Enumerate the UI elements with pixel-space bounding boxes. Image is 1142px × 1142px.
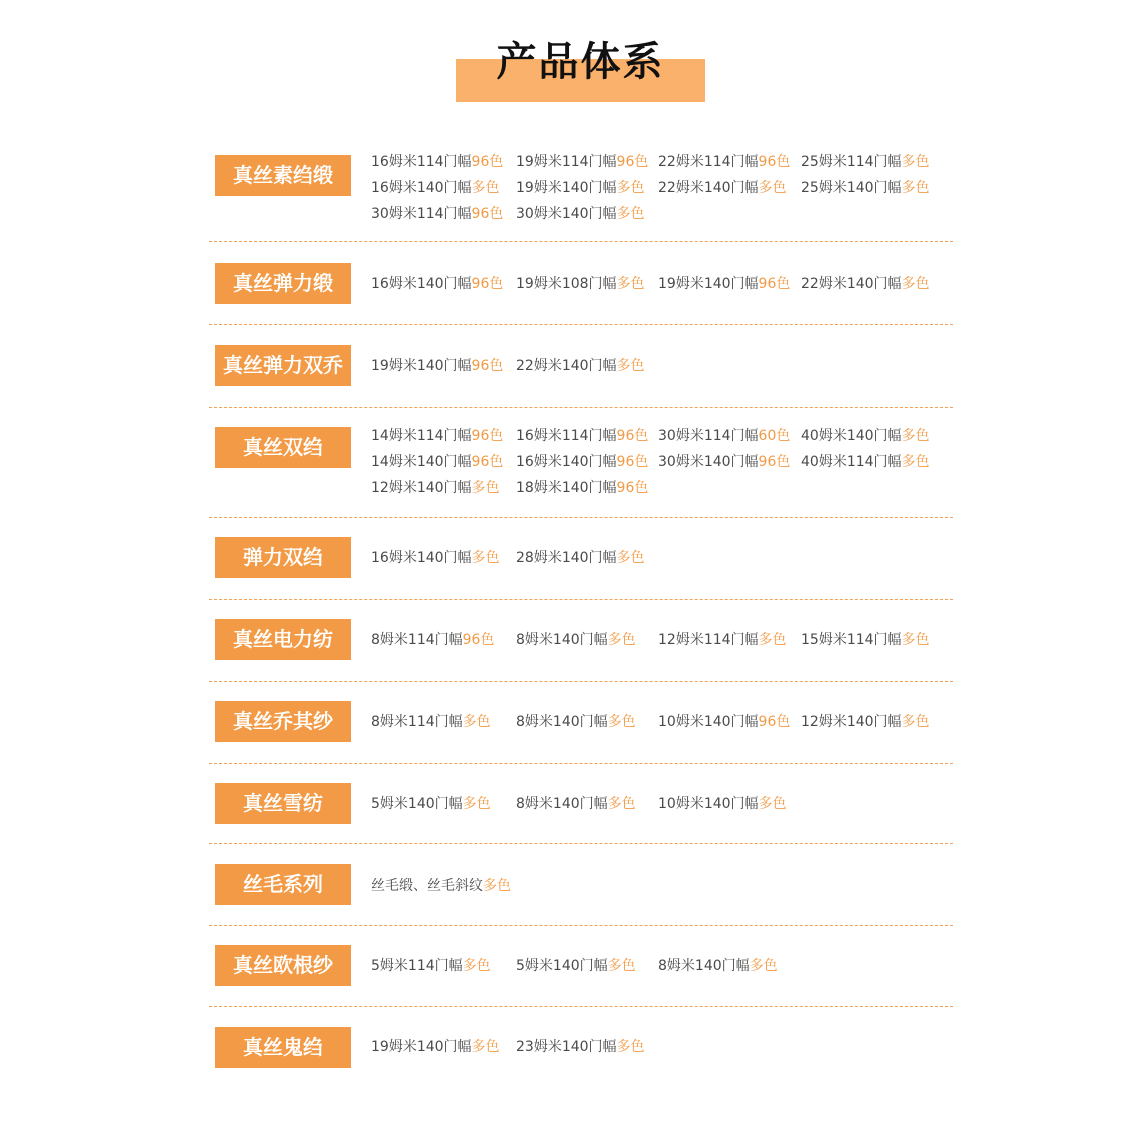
color-count: 多色 (607, 632, 636, 648)
category-tag: 弹力双绉 (215, 537, 351, 578)
product-item (658, 178, 787, 198)
category-tag: 真丝电力纺 (215, 619, 351, 660)
product-spec: 8姆米140门幅 (516, 796, 608, 812)
product-item (516, 1037, 645, 1057)
product-spec: 30姆米140门幅 (658, 454, 759, 470)
color-count: 96色 (616, 480, 649, 496)
product-item (801, 426, 930, 446)
product-spec: 5姆米140门幅 (516, 958, 608, 974)
product-spec: 8姆米140门幅 (658, 958, 750, 974)
product-spec: 12姆米140门幅 (801, 714, 902, 730)
product-spec: 23姆米140门幅 (516, 1039, 617, 1055)
color-count: 多色 (462, 714, 491, 730)
product-item (371, 548, 500, 568)
row-divider (209, 843, 953, 844)
product-item (801, 152, 930, 172)
color-count: 60色 (758, 428, 791, 444)
color-count: 多色 (749, 958, 778, 974)
category-tag: 真丝雪纺 (215, 783, 351, 824)
row-divider (209, 324, 953, 325)
color-count: 多色 (607, 958, 636, 974)
product-spec: 丝毛缎、丝毛斜纹 (371, 878, 483, 894)
product-spec: 10姆米140门幅 (658, 714, 759, 730)
product-spec: 8姆米114门幅 (371, 632, 463, 648)
product-spec: 8姆米140门幅 (516, 714, 608, 730)
color-count: 多色 (462, 796, 491, 812)
color-count: 多色 (607, 796, 636, 812)
product-item (658, 274, 790, 294)
color-count: 多色 (616, 1039, 645, 1055)
page-title: 产品体系 (496, 39, 665, 85)
product-spec: 22姆米140门幅 (801, 276, 902, 292)
color-count: 96色 (758, 454, 791, 470)
product-spec: 16姆米140门幅 (371, 276, 472, 292)
product-spec: 16姆米114门幅 (371, 154, 472, 170)
product-item (371, 876, 511, 896)
product-spec: 30姆米114门幅 (658, 428, 759, 444)
product-spec: 16姆米114门幅 (516, 428, 617, 444)
color-count: 多色 (758, 180, 787, 196)
color-count: 多色 (758, 632, 787, 648)
color-count: 96色 (471, 206, 504, 222)
product-spec: 10姆米140门幅 (658, 796, 759, 812)
product-item (371, 956, 491, 976)
product-item (371, 630, 494, 650)
product-item (658, 630, 787, 650)
product-item (516, 178, 645, 198)
product-spec: 28姆米140门幅 (516, 550, 617, 566)
product-spec: 16姆米140门幅 (516, 454, 617, 470)
color-count: 96色 (471, 276, 504, 292)
product-spec: 30姆米140门幅 (516, 206, 617, 222)
product-spec: 25姆米140门幅 (801, 180, 902, 196)
product-spec: 8姆米140门幅 (516, 632, 608, 648)
color-count: 96色 (616, 428, 649, 444)
product-spec: 40姆米140门幅 (801, 428, 902, 444)
row-divider (209, 763, 953, 764)
product-item (371, 204, 503, 224)
product-spec: 22姆米114门幅 (658, 154, 759, 170)
color-count: 多色 (901, 276, 930, 292)
color-count: 多色 (483, 878, 511, 894)
color-count: 多色 (901, 632, 930, 648)
product-spec: 25姆米114门幅 (801, 154, 902, 170)
product-spec: 8姆米114门幅 (371, 714, 463, 730)
category-tag: 丝毛系列 (215, 864, 351, 905)
category-tag: 真丝欧根纱 (215, 945, 351, 986)
product-spec: 5姆米140门幅 (371, 796, 463, 812)
product-spec: 19姆米108门幅 (516, 276, 617, 292)
product-item (658, 794, 787, 814)
category-tag: 真丝双绉 (215, 427, 351, 468)
color-count: 多色 (471, 550, 500, 566)
product-item (371, 1037, 500, 1057)
color-count: 多色 (607, 714, 636, 730)
color-count: 96色 (471, 358, 504, 374)
product-item (516, 152, 648, 172)
color-count: 多色 (616, 276, 645, 292)
product-spec: 19姆米140门幅 (516, 180, 617, 196)
row-divider (209, 681, 953, 682)
color-count: 多色 (901, 428, 930, 444)
product-spec: 16姆米140门幅 (371, 180, 472, 196)
row-divider (209, 1006, 953, 1007)
color-count: 96色 (471, 428, 504, 444)
product-spec: 40姆米114门幅 (801, 454, 902, 470)
product-item (516, 478, 648, 498)
color-count: 多色 (901, 154, 930, 170)
color-count: 96色 (471, 154, 504, 170)
product-item (801, 452, 930, 472)
product-item (371, 426, 503, 446)
category-tag: 真丝弹力双乔 (215, 345, 351, 386)
color-count: 多色 (758, 796, 787, 812)
color-count: 96色 (462, 632, 495, 648)
color-count: 96色 (616, 454, 649, 470)
category-tag: 真丝鬼绉 (215, 1027, 351, 1068)
product-item (516, 794, 636, 814)
color-count: 多色 (616, 206, 645, 222)
product-spec: 16姆米140门幅 (371, 550, 472, 566)
product-item (658, 956, 778, 976)
color-count: 多色 (471, 1039, 500, 1055)
row-divider (209, 517, 953, 518)
product-item (658, 426, 790, 446)
row-divider (209, 407, 953, 408)
color-count: 多色 (471, 480, 500, 496)
color-count: 多色 (616, 180, 645, 196)
product-item (516, 426, 648, 446)
product-item (371, 478, 500, 498)
product-item (371, 274, 503, 294)
product-spec: 15姆米114门幅 (801, 632, 902, 648)
product-item (516, 548, 645, 568)
product-spec: 19姆米114门幅 (516, 154, 617, 170)
product-item (658, 712, 790, 732)
product-spec: 22姆米140门幅 (658, 180, 759, 196)
category-tag: 真丝弹力缎 (215, 263, 351, 304)
product-spec: 12姆米114门幅 (658, 632, 759, 648)
color-count: 多色 (901, 714, 930, 730)
color-count: 多色 (471, 180, 500, 196)
color-count: 96色 (758, 154, 791, 170)
color-count: 96色 (758, 276, 791, 292)
product-item (371, 712, 491, 732)
product-item (371, 178, 500, 198)
color-count: 96色 (616, 154, 649, 170)
product-spec: 19姆米140门幅 (371, 358, 472, 374)
product-spec: 12姆米140门幅 (371, 480, 472, 496)
product-item (371, 152, 503, 172)
product-item (516, 712, 636, 732)
product-item (516, 274, 645, 294)
product-spec: 14姆米140门幅 (371, 454, 472, 470)
product-spec: 14姆米114门幅 (371, 428, 472, 444)
product-spec: 18姆米140门幅 (516, 480, 617, 496)
color-count: 多色 (616, 550, 645, 566)
product-item (516, 452, 648, 472)
color-count: 96色 (758, 714, 791, 730)
product-item (516, 204, 645, 224)
row-divider (209, 925, 953, 926)
product-item (516, 956, 636, 976)
product-spec: 5姆米114门幅 (371, 958, 463, 974)
category-tag: 真丝乔其纱 (215, 701, 351, 742)
product-item (801, 178, 930, 198)
product-spec: 30姆米114门幅 (371, 206, 472, 222)
product-item (658, 152, 790, 172)
product-spec: 22姆米140门幅 (516, 358, 617, 374)
product-item (801, 712, 930, 732)
category-tag: 真丝素绉缎 (215, 155, 351, 196)
product-item (516, 356, 645, 376)
product-item (371, 356, 503, 376)
product-item (516, 630, 636, 650)
product-spec: 19姆米140门幅 (371, 1039, 472, 1055)
product-spec: 19姆米140门幅 (658, 276, 759, 292)
product-item (371, 794, 491, 814)
color-count: 多色 (901, 180, 930, 196)
color-count: 多色 (462, 958, 491, 974)
product-item (801, 630, 930, 650)
color-count: 多色 (616, 358, 645, 374)
color-count: 多色 (901, 454, 930, 470)
color-count: 96色 (471, 454, 504, 470)
product-item (801, 274, 930, 294)
product-item (658, 452, 790, 472)
row-divider (209, 599, 953, 600)
product-item (371, 452, 503, 472)
row-divider (209, 241, 953, 242)
